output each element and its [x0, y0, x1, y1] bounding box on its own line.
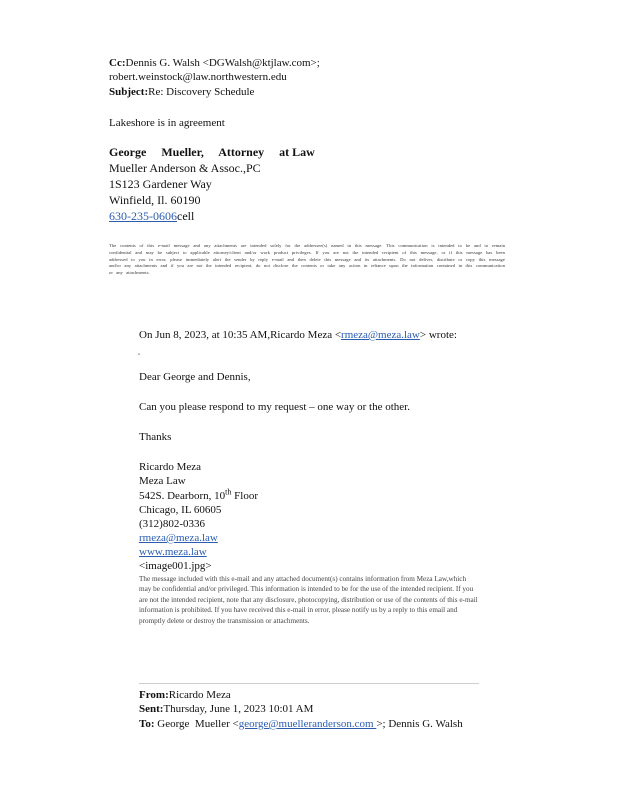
meza-sig-street — [139, 489, 258, 503]
cc-value: Dennis G. Walsh <DGWalsh@ktjlaw.com>; — [125, 57, 320, 69]
to-prefix: George Mueller < — [157, 718, 239, 730]
quoted-body: Can you please respond to my request – one way or the other. — [139, 401, 410, 413]
original-to-line — [139, 717, 463, 731]
sig-phone-line — [109, 209, 194, 224]
quoted-greeting: Dear George and Dennis, — [139, 371, 251, 383]
original-sent-line — [139, 702, 313, 716]
meza-sig-image-placeholder: <image001.jpg> — [139, 560, 212, 572]
to-label: To: — [139, 718, 158, 730]
sig-phone-suffix: cell — [177, 209, 195, 223]
meza-sig-web-line — [139, 545, 207, 559]
subject-line — [109, 85, 254, 99]
quoted-intro — [139, 328, 457, 342]
meza-sig-email-line — [139, 531, 218, 545]
sig-name-title: George Mueller, Attorney at Law — [109, 145, 315, 159]
cc-label: Cc: — [109, 57, 126, 69]
original-from-line — [139, 688, 231, 702]
cc-line-2: robert.weinstock@law.northwestern.edu — [109, 71, 287, 83]
sig-phone-link[interactable]: 630-235-0606 — [109, 209, 177, 223]
meza-street-suffix: Floor — [231, 490, 258, 502]
meza-street-sup: th — [225, 487, 232, 497]
from-label: From: — [139, 689, 169, 701]
subject-label: Subject: — [109, 86, 149, 98]
meza-sig-phone: (312)802-0336 — [139, 518, 205, 530]
sent-value: Thursday, June 1, 2023 10:01 AM — [163, 703, 314, 715]
meza-sig-web-link[interactable]: www.meza.law — [139, 546, 207, 558]
quoted-intro-email-link[interactable]: rmeza@meza.law — [341, 329, 420, 341]
sig-street: 1S123 Gardener Way — [109, 177, 212, 191]
to-suffix: >; Dennis G. Walsh — [376, 718, 463, 730]
meza-sig-city: Chicago, IL 60605 — [139, 504, 222, 516]
quoted-closing: Thanks — [139, 431, 172, 443]
confidentiality-disclaimer: The contents of this e-mail message and any attachments are intended solely for the addressee(s) named in this message. This communication is intended to be and to remain confidential and may be subject to applicable attorney/client and/or work product privileges. If you are not the intended recipient of this message, or if this message has been addressed to you in error, please immediately alert the sender by reply e-mail and then delete this message and its attachments. Do not deliver, distribute or copy this message and/or any attachments and if you are not the intended recipient, do not disclose the contents or take any action in reliance upon the information contained in this communication or any attachments. — [109, 243, 505, 276]
reply-body: Lakeshore is in agreement — [109, 117, 225, 129]
sent-label: Sent: — [139, 703, 164, 715]
from-value: Ricardo Meza — [168, 689, 231, 701]
sig-city: Winfield, Il. 60190 — [109, 193, 201, 207]
quoted-intro-suffix: > wrote: — [419, 329, 457, 341]
subject-value: Re: Discovery Schedule — [148, 86, 255, 98]
quoted-intro-prefix: On Jun 8, 2023, at 10:35 AM,Ricardo Meza < — [139, 329, 342, 341]
message-divider — [139, 683, 479, 684]
meza-street-prefix: 542S. Dearborn, 10 — [139, 490, 226, 502]
cc-line-1 — [109, 56, 320, 70]
meza-sig-email-link[interactable]: rmeza@meza.law — [139, 532, 218, 544]
meza-sig-firm: Meza Law — [139, 475, 186, 487]
sig-firm: Mueller Anderson & Assoc.,PC — [109, 161, 261, 175]
meza-disclaimer: The message included with this e-mail and any attached document(s) contains information from Meza Law,which may be confidential and/or privileged. This information is intended to be for the use of the intended recipient. If you are not the intended recipient, note that any disclosure, photocopying, distribution or use of the contents of this e-mail information is prohibited. If you have received this e-mail in error, please notify us by a reply to this email and promptly delete or destroy the transmission or attachments. — [139, 575, 478, 625]
meza-sig-name: Ricardo Meza — [139, 461, 201, 473]
to-email-link[interactable]: george@muelleranderson.com — [238, 718, 377, 730]
